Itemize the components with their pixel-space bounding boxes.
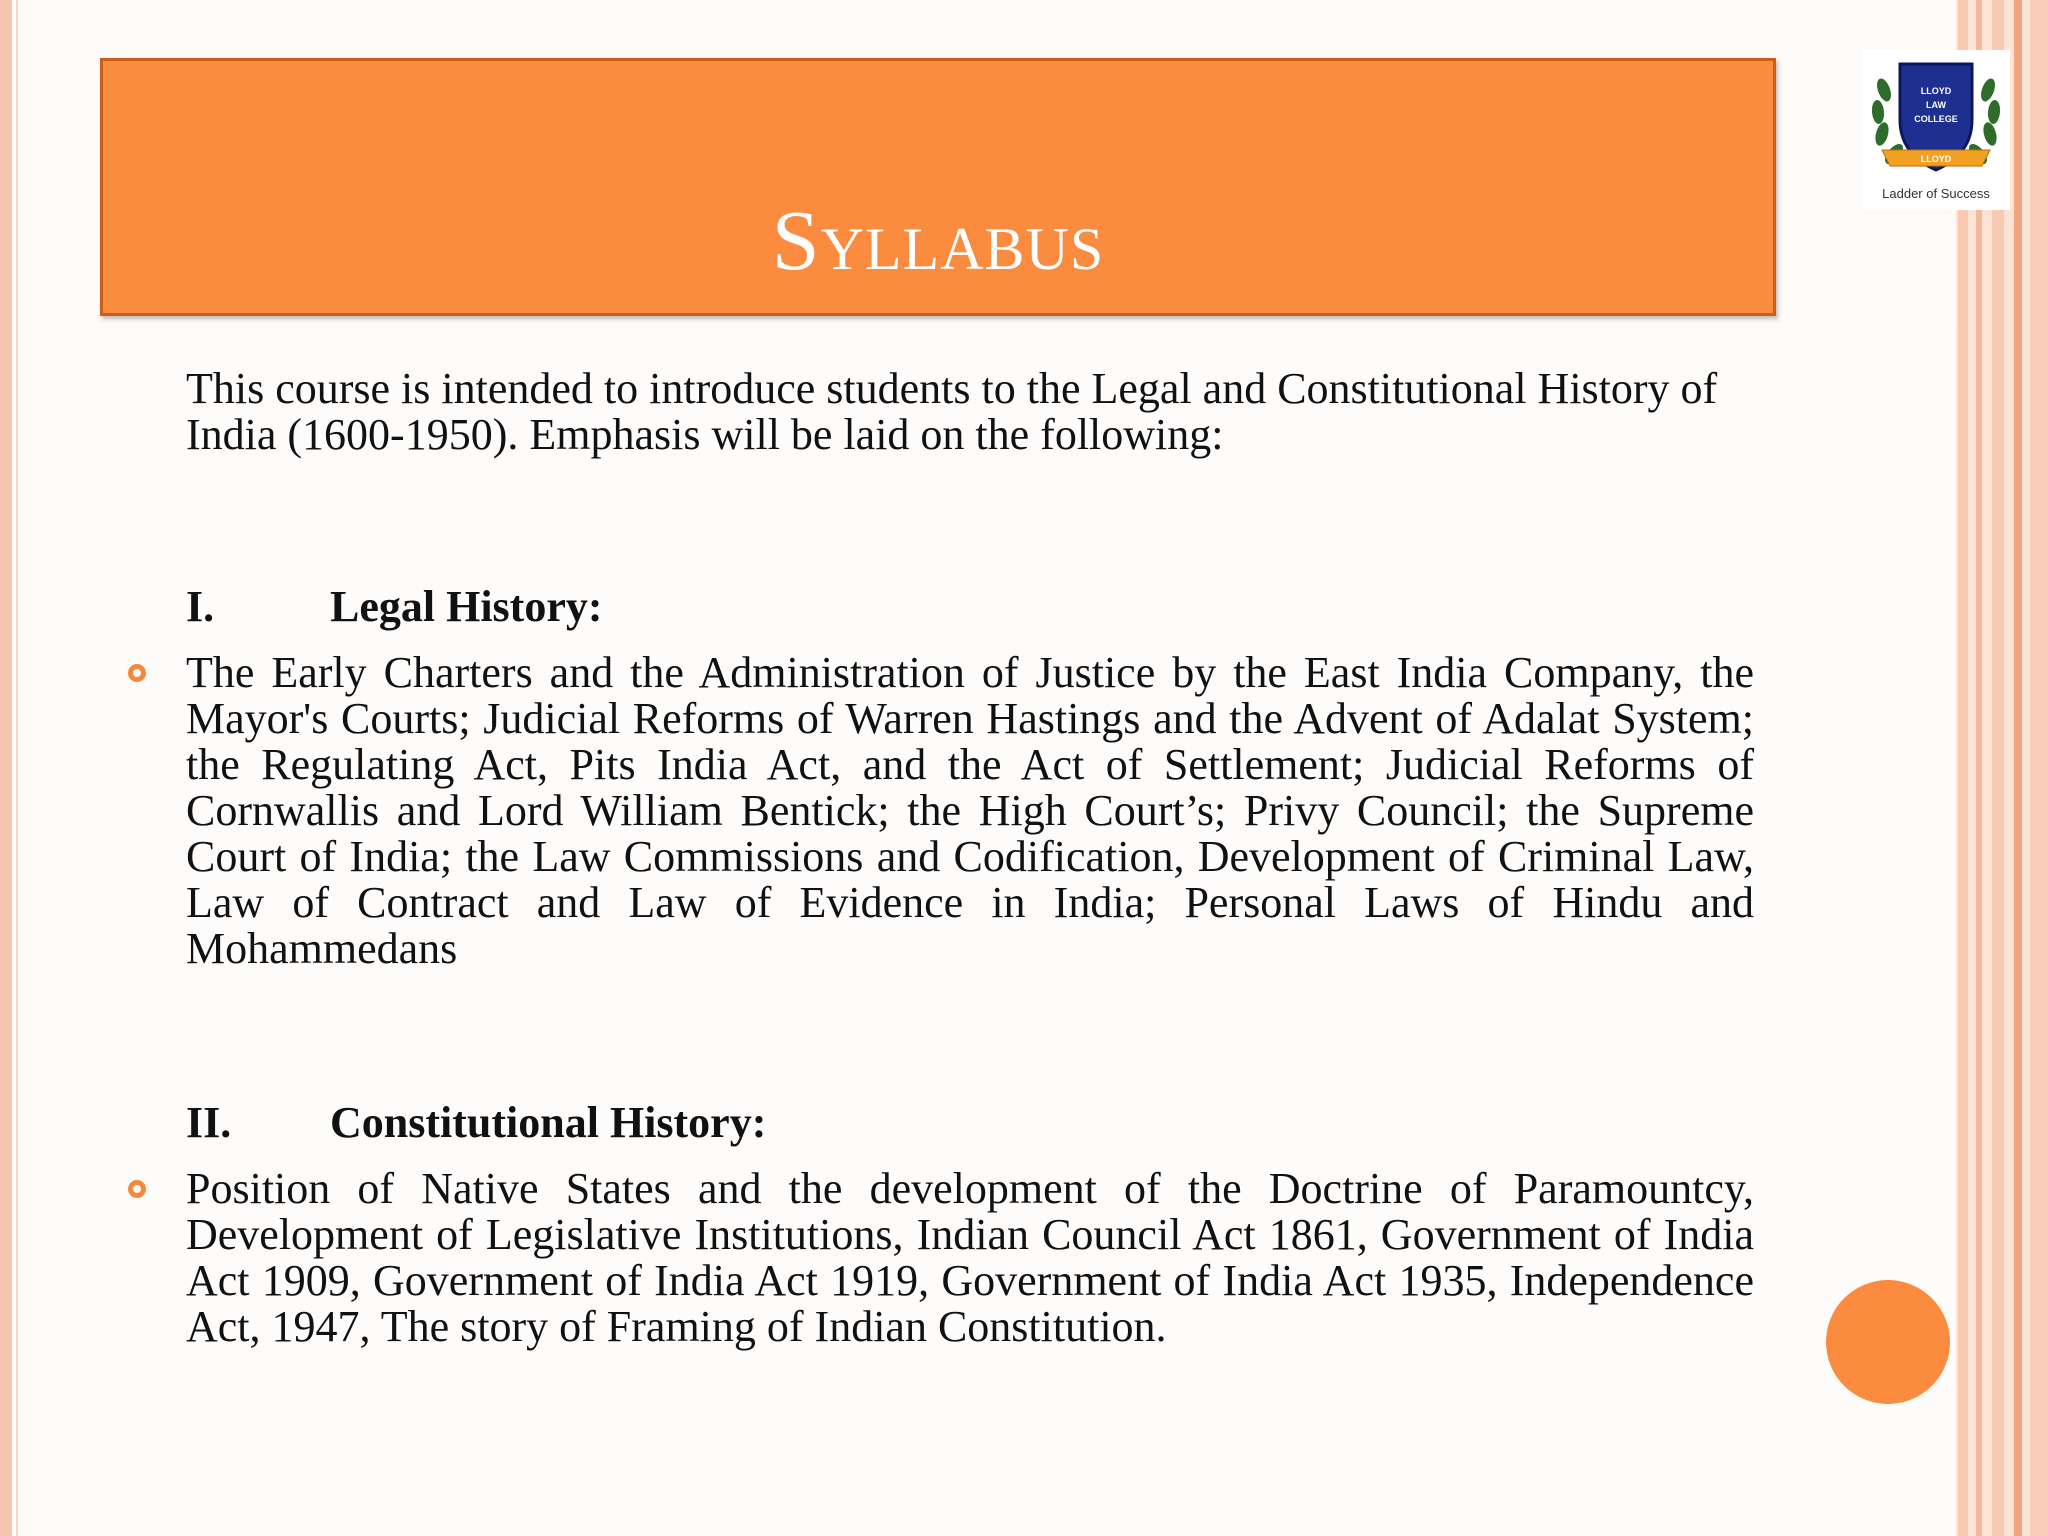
- section-body-constitutional-history: Position of Native States and the development of the Doctrine of Paramountcy, Development of Legislative Institutions, Indian Council Act 1861, Government of India Act 1909, Government of India Act 1919, Government of India Act 1935, Independence Act, 1947, The story of Framing of Indian Constitution.: [186, 1164, 1754, 1351]
- section-number: I.: [186, 582, 215, 631]
- logo-line2: LAW: [1926, 100, 1946, 110]
- shield-laurel-icon: [1862, 50, 2010, 186]
- stripe: [1976, 0, 1982, 1536]
- bullet-ring-icon: [128, 664, 146, 682]
- section-heading-constitutional-history: [186, 1100, 766, 1146]
- section-title: Legal History:: [330, 582, 603, 631]
- decorative-circle: [1826, 1280, 1950, 1404]
- stripe: [1958, 0, 1968, 1536]
- stripe: [2030, 0, 2048, 1536]
- logo-caption: Ladder of Success: [1882, 186, 1990, 201]
- intro-paragraph: This course is intended to introduce students to the Legal and Constitutional History of India (1600-1950). Emphasis will be laid on the following:: [186, 364, 1718, 459]
- section-heading-legal-history: [186, 584, 603, 630]
- bullet-ring-icon: [128, 1180, 146, 1198]
- logo-line1: LLOYD: [1920, 86, 1952, 96]
- college-logo: [1862, 50, 2010, 210]
- title-banner: [100, 58, 1776, 316]
- section-number: II.: [186, 1098, 232, 1147]
- left-decorative-border: [0, 0, 12, 1536]
- logo-ribbon-text: LLOYD: [1920, 154, 1952, 164]
- logo-line3: COLLEGE: [1914, 114, 1958, 124]
- slide-title: Syllabus: [771, 192, 1105, 288]
- section-title: Constitutional History:: [330, 1098, 767, 1147]
- stripe: [1992, 0, 2004, 1536]
- stripe: [2014, 0, 2022, 1536]
- section-body-legal-history: The Early Charters and the Administration of Justice by the East India Company, the Mayor's Courts; Judicial Reforms of Warren Hastings and the Advent of Adalat System; the Regulating Act, Pits India Act, and the Act of Settlement; Judicial Reforms of Cornwallis and Lord William Bentick; the High Court’s; Privy Council; the Supreme Court of India; the Law Commissions and Codification, Development of Criminal Law, Law of Contract and Law of Evidence in India; Personal Laws of Hindu and Mohammedans: [186, 648, 1754, 973]
